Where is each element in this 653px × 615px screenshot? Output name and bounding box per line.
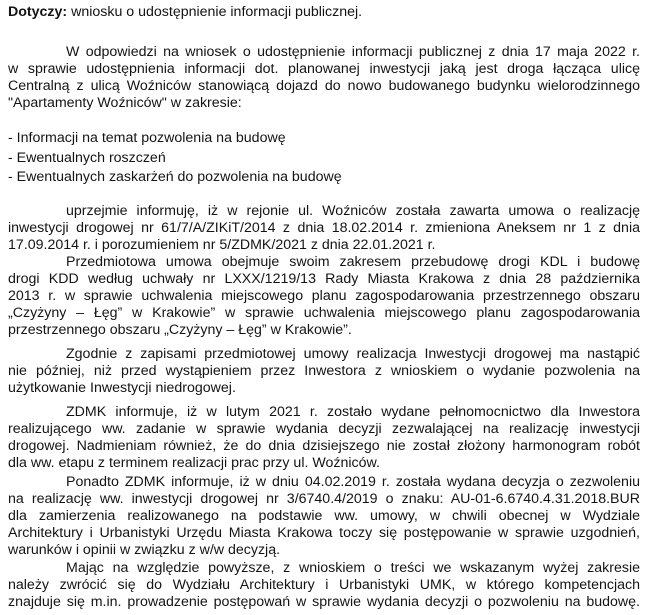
subject-line xyxy=(8,4,362,21)
paragraph-3-line: Przedmiotowa umowa obejmuje swoim zakresem przebudowę drogi KDL i budowę xyxy=(66,254,640,270)
paragraph-1-line: W odpowiedzi na wniosek o udostępnienie informacji publicznej z dnia 17 maja 2022 r. xyxy=(66,44,640,60)
paragraph-5-line: realizującego ww. zadanie w sprawie wydania decyzji zezwalającej na realizację inwestycji xyxy=(8,421,640,437)
paragraph-6-line: na realizację ww. inwestycji drogowej nr 3/6740.4/2019 o znaku: AU-01-6.6740.4.31.2018.BUR xyxy=(8,491,640,507)
subject-text: wniosku o udostępnienie informacji publicznej. xyxy=(67,4,363,20)
paragraph-3-line: przestrzennego obszaru „Czyżyny – Łęg” w Krakowie”. xyxy=(8,322,352,338)
paragraph-6-line: Architektury i Urbanistyki Urzędu Miasta Krakowa toczy się postępowanie w sprawie uzgodnień, xyxy=(8,525,640,541)
paragraph-3-line: „Czyżyny – Łęg” w Krakowie” w sprawie uchwalenia miejscowego planu zagospodarowania xyxy=(8,305,640,321)
paragraph-2-line: inwestycji drogowej nr 61/7/A/ZIKiT/2014 z dnia 18.02.2014 r. zmieniona Aneksem nr 1 z dnia xyxy=(8,220,640,236)
bullet-item: - Informacji na temat pozwolenia na budowę xyxy=(8,130,286,146)
paragraph-5-line: drogowej. Nadmieniam również, że do dnia dzisiejszego nie został złożony harmonogram robót xyxy=(8,438,640,454)
paragraph-6-line: warunków i opinii w związku z w/w decyzją. xyxy=(8,542,281,558)
paragraph-3-line: 2013 r. w sprawie uchwalenia miejscowego planu zagospodarowania przestrzennego obszaru xyxy=(8,288,640,304)
paragraph-3-line: drogi KDD według uchwały nr LXXX/1219/13 Rady Miasta Krakowa z dnia 28 października xyxy=(8,271,640,287)
paragraph-6-line: dla zamierzenia realizowanego na podstawie ww. umowy, w chwili obecnej w Wydziale xyxy=(8,508,640,524)
bullet-item: - Ewentualnych zaskarżeń do pozwolenia na budowę xyxy=(8,169,342,185)
paragraph-4-line: Zgodnie z zapisami przedmiotowej umowy realizacja Inwestycji drogowej ma nastąpić xyxy=(66,346,640,362)
paragraph-7-line: należy zwrócić się do Wydziału Architektury i Urbanistyki UMK, w którego kompetencjach xyxy=(8,577,640,593)
paragraph-1-line: Centralną z ulicą Woźniców stanowiącą dojazd do nowo budowanego budynku wielorodzinnego xyxy=(8,78,640,94)
bullet-item: - Ewentualnych roszczeń xyxy=(8,150,166,166)
paragraph-5-line: dla ww. etapu z terminem realizacji prac przy ul. Woźniców. xyxy=(8,455,380,471)
paragraph-7-line: znajduje się m.in. prowadzenie postępowań w sprawie wydania decyzji o pozwoleniu na budowę. xyxy=(8,594,640,610)
paragraph-1-line: "Apartamenty Woźniców" w zakresie: xyxy=(8,95,242,111)
paragraph-2-line: uprzejmie informuję, iż w rejonie ul. Woźniców została zawarta umowa o realizację xyxy=(66,203,640,219)
paragraph-5-line: ZDMK informuje, iż w lutym 2021 r. zostało wydane pełnomocnictwo dla Inwestora xyxy=(66,404,640,420)
paragraph-4-line: użytkowanie Inwestycji niedrogowej. xyxy=(8,380,236,396)
paragraph-2-line: 17.09.2014 r. i porozumieniem nr 5/ZDMK/2021 z dnia 22.01.2021 r. xyxy=(8,237,436,253)
paragraph-1-line: w sprawie udostępnienia informacji dot. planowanej inwestycji jaką jest droga łącząca ulicę xyxy=(8,61,640,77)
subject-label: Dotyczy: xyxy=(8,4,68,20)
paragraph-4-line: nie później, niż przed wystąpieniem przez Inwestora z wnioskiem o wydanie pozwolenia na xyxy=(8,363,640,379)
paragraph-6-line: Ponadto ZDMK informuje, iż w dniu 04.02.2019 r. została wydana decyzja o zezwoleniu xyxy=(66,474,640,490)
paragraph-7-line: Mając na względzie powyższe, z wnioskiem o treści we wskazanym wyżej zakresie xyxy=(66,560,640,576)
